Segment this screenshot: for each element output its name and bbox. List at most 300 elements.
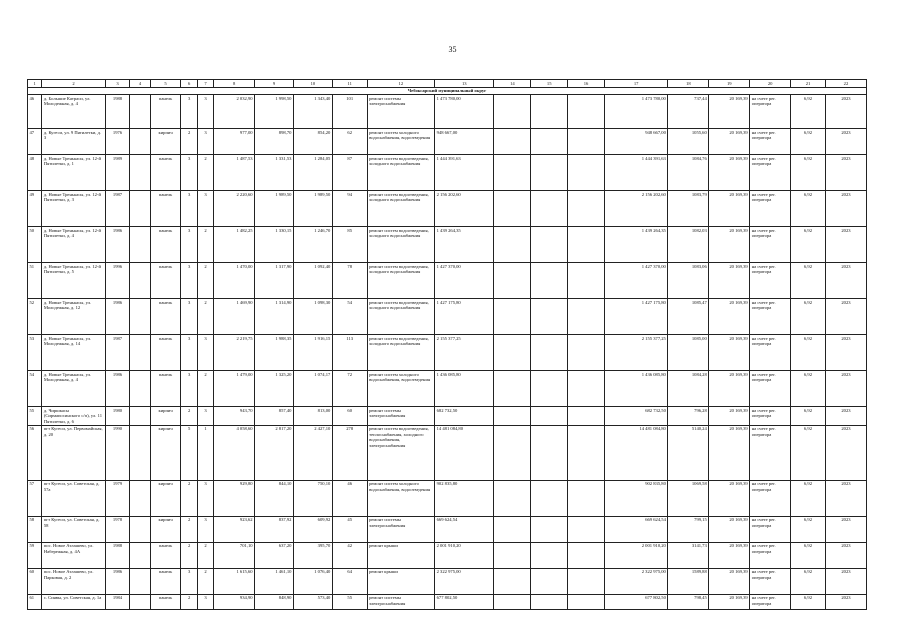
floors-cell: 2	[181, 129, 197, 155]
wall-material-cell: кирпич	[150, 425, 181, 480]
area-cell: 813,00	[293, 407, 332, 426]
residents-cell: 87	[332, 155, 367, 191]
rate-cell: 6,92	[791, 335, 826, 371]
year-cell: 1986	[105, 227, 130, 263]
area-cell: 4 058,60	[214, 425, 255, 480]
cell	[531, 407, 568, 426]
year-planned-cell: 2023	[825, 299, 866, 335]
area-cell: 857,40	[255, 407, 294, 426]
column-number: 3	[105, 80, 130, 88]
unit-cost-cell: 1069,58	[668, 480, 709, 516]
cell	[531, 371, 568, 407]
rate-cell: 6,92	[791, 480, 826, 516]
column-number: 20	[750, 80, 791, 88]
section-row	[28, 88, 867, 95]
cost-cell: 1 427 370,00	[604, 263, 667, 299]
year-planned-cell: 2023	[825, 568, 866, 594]
rate-cell: 6,92	[791, 425, 826, 480]
area-cell: 854,20	[293, 129, 332, 155]
section-title: Чебоксарский муниципальный округ	[28, 88, 867, 95]
address-cell: д. Кугеси, ул. 9 Пятилетки, д. 3	[42, 129, 105, 155]
cell	[568, 95, 605, 129]
table-row	[28, 129, 867, 155]
column-number: 8	[214, 80, 255, 88]
address-cell: с. Сиявы, ул. Советская, д. 1а	[42, 594, 105, 609]
column-number: 6	[181, 80, 197, 88]
entrances-cell: 3	[197, 335, 213, 371]
table-row	[28, 407, 867, 426]
address-cell: д. Новые Тренькасы, ул. 12-й Пятилетки, д. 3	[42, 191, 105, 227]
cost-cell: 948 667,00	[604, 129, 667, 155]
year-cell: 1984	[105, 594, 130, 609]
fund-method-cell: на счете рег. оператора	[750, 263, 791, 299]
cell	[568, 335, 605, 371]
area-cell: 1 989,50	[293, 191, 332, 227]
cell	[494, 335, 531, 371]
cost-cell: 1 439 264,35	[435, 227, 494, 263]
rate-cell: 6,92	[791, 227, 826, 263]
area-cell: 1 098,30	[293, 299, 332, 335]
cell	[494, 542, 531, 568]
fund-method-cell: на счете рег. оператора	[750, 480, 791, 516]
address-cell: д. Новые Тренькасы, ул. 12-й Пятилетки, д. 5	[42, 263, 105, 299]
table-row	[28, 263, 867, 299]
row-number: 60	[28, 568, 42, 594]
wall-material-cell: кирпич	[150, 480, 181, 516]
cell	[568, 371, 605, 407]
row-number: 57	[28, 480, 42, 516]
area-cell: 1 615,60	[214, 568, 255, 594]
area-cell: 1 469,90	[214, 299, 255, 335]
rate-cell: 6,92	[791, 129, 826, 155]
table-row	[28, 516, 867, 542]
entrances-cell: 1	[197, 425, 213, 480]
rate-cell: 6,92	[791, 407, 826, 426]
cost-cell: 14 481 084,80	[435, 425, 494, 480]
work-type-cell: ремонт систем холодного водоснабжения, водоотведения	[367, 129, 435, 155]
work-type-cell: ремонт системы электроснабжения	[367, 407, 435, 426]
cost-cell: 902 835,80	[435, 480, 494, 516]
cell	[130, 425, 150, 480]
year-cell: 1987	[105, 191, 130, 227]
cell	[130, 594, 150, 609]
row-number: 53	[28, 335, 42, 371]
cost-cell: 1 473 780,00	[604, 95, 667, 129]
column-number-row	[28, 80, 867, 88]
address-cell: д. Новые Тренькасы, ул. Молодежная, д. 12	[42, 299, 105, 335]
capital-repair-table	[27, 79, 867, 610]
work-type-cell: ремонт систем холодного водоснабжения, водоотведения	[367, 480, 435, 516]
cost-cell: 1 427 370,00	[435, 263, 494, 299]
cell	[531, 191, 568, 227]
residents-cell: 72	[332, 371, 367, 407]
fund-method-cell: на счете рег. оператора	[750, 371, 791, 407]
rate-cell: 6,92	[791, 371, 826, 407]
cell	[531, 542, 568, 568]
wall-material-cell: панель	[150, 299, 181, 335]
area-cell: 1 916,15	[293, 335, 332, 371]
year-cell: 1988	[105, 95, 130, 129]
cell	[130, 129, 150, 155]
table-row	[28, 335, 867, 371]
table-row	[28, 155, 867, 191]
cost-cell: 2 156 202,60	[435, 191, 494, 227]
entrances-cell: 2	[197, 299, 213, 335]
cell	[568, 568, 605, 594]
residents-cell: 45	[332, 516, 367, 542]
year-cell: 1986	[105, 568, 130, 594]
limit-cost-cell: 20 169,39	[709, 227, 750, 263]
row-number: 52	[28, 299, 42, 335]
cell	[531, 425, 568, 480]
address-cell: д. Новые Тренькасы, ул. Молодежная, д. 4	[42, 371, 105, 407]
cost-cell: 2 322 975,00	[604, 568, 667, 594]
year-planned-cell: 2023	[825, 425, 866, 480]
table-row	[28, 299, 867, 335]
unit-cost-cell: 798,45	[668, 594, 709, 609]
work-type-cell: ремонт системы электроснабжения	[367, 516, 435, 542]
fund-method-cell: на счете рег. оператора	[750, 155, 791, 191]
cost-cell: 902 835,80	[604, 480, 667, 516]
cell	[494, 516, 531, 542]
column-number: 10	[293, 80, 332, 88]
year-planned-cell: 2023	[825, 480, 866, 516]
column-number: 7	[197, 80, 213, 88]
address-cell: д. Новые Тренькасы, ул. 12-й Пятилетки, д. 1	[42, 155, 105, 191]
cell	[531, 594, 568, 609]
cell	[531, 516, 568, 542]
year-cell: 1986	[105, 299, 130, 335]
entrances-cell: 2	[197, 227, 213, 263]
limit-cost-cell: 20 169,39	[709, 95, 750, 129]
address-cell: пгт Кугеси, ул. Советская, д. 57а	[42, 480, 105, 516]
fund-method-cell: на счете рег. оператора	[750, 335, 791, 371]
year-cell: 1987	[105, 335, 130, 371]
column-number: 12	[367, 80, 435, 88]
row-number: 54	[28, 371, 42, 407]
cost-cell: 677 802,50	[604, 594, 667, 609]
rate-cell: 6,92	[791, 95, 826, 129]
rate-cell: 6,92	[791, 516, 826, 542]
rate-cell: 6,92	[791, 155, 826, 191]
wall-material-cell: панель	[150, 191, 181, 227]
work-type-cell: ремонт системы электроснабжения	[367, 594, 435, 609]
cell	[130, 335, 150, 371]
cell	[531, 480, 568, 516]
area-cell: 1 076,40	[293, 568, 332, 594]
page-number: 35	[448, 45, 457, 54]
cost-cell: 677 802,50	[435, 594, 494, 609]
rate-cell: 6,92	[791, 568, 826, 594]
row-number: 61	[28, 594, 42, 609]
work-type-cell: ремонт систем водоотведения, холодного водоснабжения	[367, 191, 435, 227]
entrances-cell: 3	[197, 594, 213, 609]
cost-cell: 948 667,00	[435, 129, 494, 155]
cost-cell: 1 439 264,35	[604, 227, 667, 263]
unit-cost-cell: 3141,73	[668, 542, 709, 568]
cell	[130, 371, 150, 407]
row-number: 47	[28, 129, 42, 155]
cell	[494, 594, 531, 609]
floors-cell: 3	[181, 263, 197, 299]
address-cell: д. Новые Тренькасы, ул. Молодежная, д. 14	[42, 335, 105, 371]
cell	[568, 516, 605, 542]
fund-method-cell: на счете рег. оператора	[750, 299, 791, 335]
address-cell: пгт Кугеси, ул. Советская, д. 58	[42, 516, 105, 542]
limit-cost-cell: 20 169,39	[709, 335, 750, 371]
floors-cell: 3	[181, 227, 197, 263]
table-row	[28, 568, 867, 594]
cost-cell: 2 155 377,25	[604, 335, 667, 371]
area-cell: 1 246,70	[293, 227, 332, 263]
cell	[531, 155, 568, 191]
floors-cell: 3	[181, 95, 197, 129]
residents-cell: 42	[332, 542, 367, 568]
year-cell: 1980	[105, 407, 130, 426]
cell	[494, 263, 531, 299]
limit-cost-cell: 20 169,39	[709, 155, 750, 191]
residents-cell: 55	[332, 594, 367, 609]
area-cell: 1 074,17	[293, 371, 332, 407]
cell	[130, 95, 150, 129]
cost-cell: 2 001 910,20	[604, 542, 667, 568]
fund-method-cell: на счете рег. оператора	[750, 129, 791, 155]
wall-material-cell: панель	[150, 95, 181, 129]
fund-method-cell: на счете рег. оператора	[750, 95, 791, 129]
year-cell: 1979	[105, 480, 130, 516]
wall-material-cell: кирпич	[150, 407, 181, 426]
year-planned-cell: 2023	[825, 542, 866, 568]
year-planned-cell: 2023	[825, 227, 866, 263]
row-number: 56	[28, 425, 42, 480]
area-cell: 1 461,10	[255, 568, 294, 594]
column-number: 17	[604, 80, 667, 88]
residents-cell: 46	[332, 480, 367, 516]
row-number: 49	[28, 191, 42, 227]
column-number: 11	[332, 80, 367, 88]
year-planned-cell: 2023	[825, 335, 866, 371]
cell	[568, 594, 605, 609]
area-cell: 837,92	[255, 516, 294, 542]
cell	[531, 95, 568, 129]
floors-cell: 2	[181, 480, 197, 516]
unit-cost-cell: 1083,06	[668, 263, 709, 299]
cell	[494, 191, 531, 227]
cost-cell: 1 473 780,00	[435, 95, 494, 129]
area-cell: 1 314,90	[255, 299, 294, 335]
residents-cell: 94	[332, 191, 367, 227]
cell	[494, 480, 531, 516]
cell	[494, 425, 531, 480]
row-number: 58	[28, 516, 42, 542]
column-number: 4	[130, 80, 150, 88]
cell	[130, 299, 150, 335]
year-cell: 1976	[105, 129, 130, 155]
cell	[568, 480, 605, 516]
unit-cost-cell: 1085,47	[668, 299, 709, 335]
limit-cost-cell: 20 169,39	[709, 568, 750, 594]
floors-cell: 5	[181, 425, 197, 480]
column-number: 21	[791, 80, 826, 88]
unit-cost-cell: 1084,76	[668, 155, 709, 191]
limit-cost-cell: 20 169,39	[709, 263, 750, 299]
cell	[130, 542, 150, 568]
residents-cell: 85	[332, 227, 367, 263]
column-number: 5	[150, 80, 181, 88]
work-type-cell: ремонт систем водоотведения, теплоснабжения, холодного водоснабжения, электроснабжения	[367, 425, 435, 480]
area-cell: 844,10	[255, 480, 294, 516]
area-cell: 637,20	[255, 542, 294, 568]
area-cell: 1 479,00	[214, 371, 255, 407]
row-number: 48	[28, 155, 42, 191]
cell	[494, 227, 531, 263]
unit-cost-cell: 1085,00	[668, 335, 709, 371]
cell	[568, 542, 605, 568]
row-number: 51	[28, 263, 42, 299]
entrances-cell: 3	[197, 480, 213, 516]
entrances-cell: 2	[197, 568, 213, 594]
address-cell: пгт Кугеси, ул. Первомайская, д. 20	[42, 425, 105, 480]
year-planned-cell: 2023	[825, 155, 866, 191]
unit-cost-cell: 1055,60	[668, 129, 709, 155]
year-planned-cell: 2023	[825, 407, 866, 426]
limit-cost-cell: 20 169,39	[709, 480, 750, 516]
fund-method-cell: на счете рег. оператора	[750, 191, 791, 227]
cell	[494, 407, 531, 426]
area-cell: 934,90	[214, 594, 255, 609]
work-type-cell: ремонт систем водоотведения, холодного водоснабжения	[367, 155, 435, 191]
area-cell: 2 219,75	[214, 335, 255, 371]
cell	[568, 227, 605, 263]
cell	[568, 299, 605, 335]
table-row	[28, 227, 867, 263]
wall-material-cell: панель	[150, 227, 181, 263]
area-cell: 943,70	[214, 407, 255, 426]
cost-cell: 1 427 175,80	[435, 299, 494, 335]
limit-cost-cell: 20 169,39	[709, 542, 750, 568]
table-row	[28, 594, 867, 609]
floors-cell: 2	[181, 516, 197, 542]
cost-cell: 682 732,50	[604, 407, 667, 426]
area-cell: 929,80	[214, 480, 255, 516]
cell	[531, 227, 568, 263]
row-number: 59	[28, 542, 42, 568]
entrances-cell: 2	[197, 371, 213, 407]
area-cell: 2 032,90	[214, 95, 255, 129]
address-cell: д. Чиршкасы (Сирмапосинского с/п), ул. 11 Пятилетки, д. 6	[42, 407, 105, 426]
entrances-cell: 3	[197, 95, 213, 129]
cost-cell: 14 481 084,80	[604, 425, 667, 480]
work-type-cell: ремонт систем водоотведения, холодного водоснабжения	[367, 299, 435, 335]
cost-cell: 1 436 085,80	[435, 371, 494, 407]
limit-cost-cell: 20 169,39	[709, 407, 750, 426]
fund-method-cell: на счете рег. оператора	[750, 425, 791, 480]
cost-cell: 2 001 910,20	[435, 542, 494, 568]
residents-cell: 278	[332, 425, 367, 480]
limit-cost-cell: 20 169,39	[709, 129, 750, 155]
area-cell: 1 317,90	[255, 263, 294, 299]
column-number: 1	[28, 80, 42, 88]
year-planned-cell: 2023	[825, 191, 866, 227]
column-number: 2	[42, 80, 105, 88]
column-number: 18	[668, 80, 709, 88]
area-cell: 1 330,15	[255, 227, 294, 263]
area-cell: 977,00	[214, 129, 255, 155]
table-row	[28, 371, 867, 407]
cost-cell: 2 156 202,60	[604, 191, 667, 227]
wall-material-cell: панель	[150, 335, 181, 371]
wall-material-cell: панель	[150, 155, 181, 191]
year-planned-cell: 2023	[825, 594, 866, 609]
cost-cell: 2 322 975,00	[435, 568, 494, 594]
residents-cell: 62	[332, 129, 367, 155]
table-row	[28, 542, 867, 568]
floors-cell: 3	[181, 155, 197, 191]
cell	[494, 155, 531, 191]
fund-method-cell: на счете рег. оператора	[750, 568, 791, 594]
work-type-cell: ремонт систем водоотведения, холодного водоснабжения	[367, 227, 435, 263]
table-row	[28, 480, 867, 516]
cost-cell: 1 427 175,80	[604, 299, 667, 335]
entrances-cell: 3	[197, 407, 213, 426]
floors-cell: 3	[181, 299, 197, 335]
cell	[568, 263, 605, 299]
cell	[494, 568, 531, 594]
area-cell: 1 343,40	[293, 95, 332, 129]
entrances-cell: 2	[197, 542, 213, 568]
fund-method-cell: на счете рег. оператора	[750, 227, 791, 263]
cell	[130, 480, 150, 516]
wall-material-cell: панель	[150, 568, 181, 594]
unit-cost-cell: 1082,03	[668, 227, 709, 263]
area-cell: 573,40	[293, 594, 332, 609]
rate-cell: 6,92	[791, 263, 826, 299]
limit-cost-cell: 20 169,39	[709, 191, 750, 227]
residents-cell: 60	[332, 407, 367, 426]
area-cell: 1 092,40	[293, 263, 332, 299]
work-type-cell: ремонт крыши	[367, 542, 435, 568]
wall-material-cell: панель	[150, 371, 181, 407]
address-cell: д. Большие Катраси, ул. Молодежная, д. 4	[42, 95, 105, 129]
year-planned-cell: 2023	[825, 129, 866, 155]
year-planned-cell: 2023	[825, 263, 866, 299]
limit-cost-cell: 20 169,39	[709, 594, 750, 609]
column-number: 13	[435, 80, 494, 88]
area-cell: 1 482,25	[214, 227, 255, 263]
fund-method-cell: на счете рег. оператора	[750, 407, 791, 426]
area-cell: 1 284,05	[293, 155, 332, 191]
column-number: 19	[709, 80, 750, 88]
area-cell: 701,10	[214, 542, 255, 568]
floors-cell: 3	[181, 335, 197, 371]
rate-cell: 6,92	[791, 594, 826, 609]
limit-cost-cell: 20 169,39	[709, 425, 750, 480]
rate-cell: 6,92	[791, 191, 826, 227]
year-planned-cell: 2023	[825, 95, 866, 129]
work-type-cell: ремонт крыши	[367, 568, 435, 594]
area-cell: 848,90	[255, 594, 294, 609]
area-cell: 1 470,00	[214, 263, 255, 299]
year-planned-cell: 2023	[825, 516, 866, 542]
entrances-cell: 3	[197, 191, 213, 227]
unit-cost-cell: 796,28	[668, 407, 709, 426]
wall-material-cell: панель	[150, 542, 181, 568]
cell	[568, 129, 605, 155]
cell	[130, 227, 150, 263]
column-number: 16	[568, 80, 605, 88]
cell	[494, 371, 531, 407]
area-cell: 898,70	[255, 129, 294, 155]
